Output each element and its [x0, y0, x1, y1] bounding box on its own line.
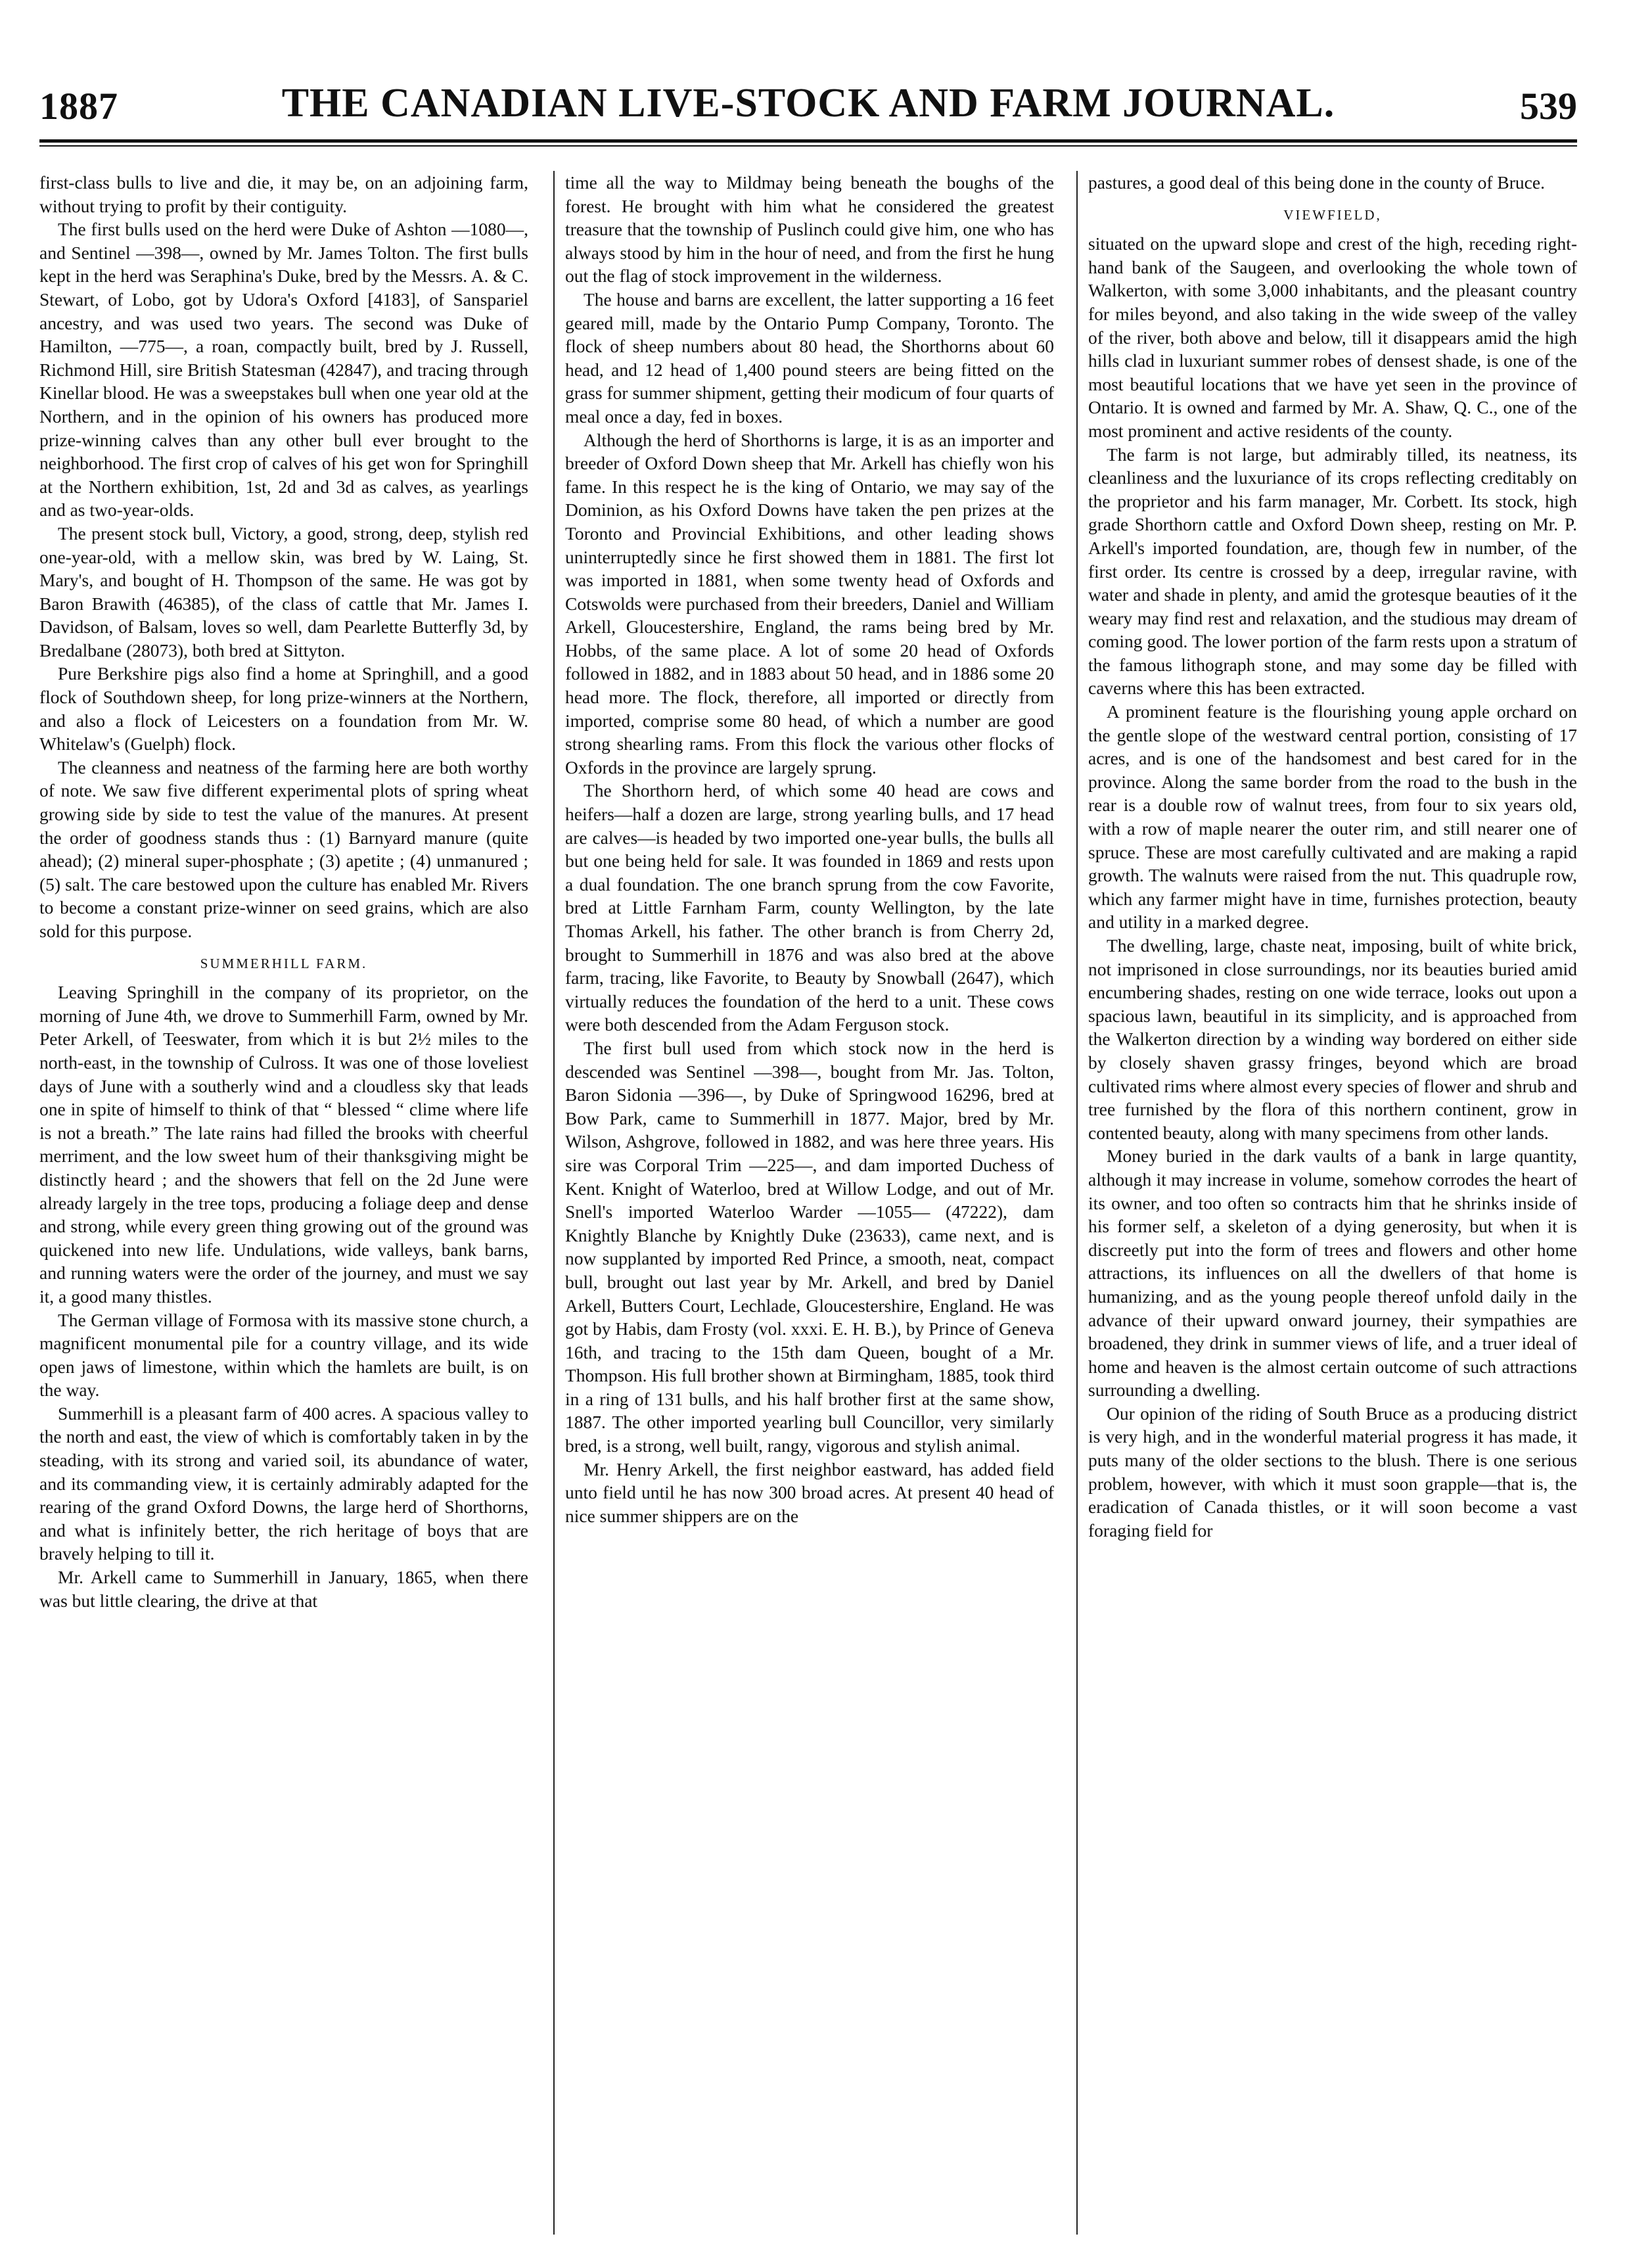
section-heading: SUMMERHILL FARM.: [200, 955, 368, 971]
paragraph: Our opinion of the riding of South Bruce as a producing district is very high, and in the wonderful material progress it has made, it puts many of the older sections to the blush. There is one serious problem, however, with which it must soon grapple—that is, the eradication of Canada thistles, or it will soon become a vast foraging field for: [1088, 1403, 1577, 1541]
paragraph: A prominent feature is the flourishing young apple orchard on the gentle slope of the westward central portion, consisting of 17 acres, and is one of the handsomest and best cared for in the province. Along the same border from the road to the bush in the rear is a double row of walnut trees, from four to six years old, with a row of maple nearer the outer rim, and still nearer one of spruce. These are most carefully cultivated and are making a rapid growth. The walnuts were raised from the nut. This quadruple row, which any farmer might have in time, furnishes protection, beauty and utility in a marked degree.: [1088, 701, 1577, 933]
section-heading: VIEWFIELD,: [1283, 206, 1382, 223]
journal-title: THE CANADIAN LIVE-STOCK AND FARM JOURNAL.: [281, 81, 1335, 126]
paragraph: Money buried in the dark vaults of a bank in large quantity, although it may increase in volume, somehow corrodes the heart of its owner, and too often so contracts him that he shrinks inside of his former self, a skeleton of a dying generosity, but when it is discreetly put into the form of trees and flowers and other home attractions, its influences on all the dwellers of that home is humanizing, and as the young people thereof unfold daily in the advance of their upward onward journey, their sympathies are broadened, they drink in summer views of life, and a truer ideal of home and heaven is the almost certain outcome of such attractions surrounding a dwelling.: [1088, 1146, 1577, 1401]
paragraph: The house and barns are excellent, the latter supporting a 16 feet geared mill, made by the Ontario Pump Company, Toronto. The flock of sheep numbers about 80 head, the Shorthorns about 60 head, and 12 head of 1,400 pound steers are being fitted on the grass for summer shipment, getting their modicum of four quarts of meal once a day, fed in boxes.: [565, 289, 1054, 427]
paragraph: The Shorthorn herd, of which some 40 head are cows and heifers—half a dozen are large, strong yearling bulls, and 17 head are calves—is headed by two imported one-year bulls, the bulls all but one being held for sale. It was founded in 1869 and rests upon a dual foundation. The one branch sprung from the cow Favorite, bred at Little Farnham Farm, county Wellington, by the late Thomas Arkell, his father. The other branch is from Cherry 2d, brought to Summerhill in 1876 and was also bred at the above farm, tracing, like Favorite, to Beauty by Snowball (2647), which virtually reduces the foundation of the herd to a unit. These cows were both descended from the Adam Ferguson stock.: [565, 780, 1054, 1035]
paragraph: The first bull used from which stock now in the herd is descended was Sentinel —398—, bought from Mr. Jas. Tolton, Baron Sidonia —396—, by Duke of Springwood 16296, bred at Bow Park, came to Summerhill in 1877. Major, bred by Mr. Wilson, Ashgrove, followed in 1882, and was here three years. His sire was Corporal Trim —225—, and dam imported Duchess of Kent. Knight of Waterloo, bred at Willow Lodge, and out of Mr. Snell's imported Waterloo Warder —1055— (47222), dam Knightly Blanche by Knightly Duke (23633), came next, and is now supplanted by imported Red Prince, a smooth, neat, compact bull, brought out last year by Mr. Arkell, and bred by Daniel Arkell, Butters Court, Lechlade, Gloucestershire, England. He was got by Habis, dam Frosty (vol. xxxi. E. H. B.), by Prince of Geneva 16th, and tracing to the 15th dam Queen, bought of a Mr. Thompson. His full brother shown at Birmingham, 1885, took third in a ring of 131 bulls, and his half brother first at the same show, 1887. The other imported yearling bull Councillor, very similarly bred, is a strong, well built, rangy, vigorous and stylish animal.: [565, 1037, 1054, 1456]
paragraph: Mr. Henry Arkell, the first neighbor eastward, has added field unto field until he has now 300 broad acres. At present 40 head of nice summer shippers are on the: [565, 1458, 1054, 1526]
paragraph: time all the way to Mildmay being beneath the boughs of the forest. He brought with him what he considered the greatest treasure that the township of Puslinch could give him, one who has always stood by him in the hour of need, and from the first he hung out the flag of stock improvement in the wilderness.: [565, 172, 1054, 287]
paragraph: Leaving Springhill in the company of its proprietor, on the morning of June 4th, we drove to Summerhill Farm, owned by Mr. Peter Arkell, of Teeswater, from which it is but 2½ miles to the north-east, in the township of Culross. It was one of those loveliest days of June with a southerly wind and a cloudless sky that leads one in spite of himself to think of that “ blessed “ clime where life is not a breath.” The late rains had filled the brooks with cheerful merriment, and the low sweet hum of their thanksgiving might be distinctly heard ; and the showers that fell on the 2d June were already largely in the tree tops, producing a foliage deep and dense and strong, while every green thing growing out of the ground was quickened into new life. Undulations, wide valleys, bank barns, and running waters were the order of the journey, and must we say it, a good many thistles.: [39, 982, 528, 1307]
paragraph: The dwelling, large, chaste neat, imposing, built of white brick, not imprisoned in close surroundings, nor its beauties buried amid encumbering shades, resting on one wide terrace, looks out upon a spacious lawn, beautiful in its simplicity, and is approached from the Walkerton direction by a winding way bordered on either side by closely shaven grassy fringes, beyond which are broad cultivated rims where almost every species of flower and shrub and tree furnished by the flora of this northern continent, grow in contented beauty, along with many specimens from other lands.: [1088, 935, 1577, 1143]
column-divider: [553, 171, 555, 2235]
paragraph: The first bulls used on the herd were Duke of Ashton —1080—, and Sentinel —398—, owned by Mr. James Tolton. The first bulls kept in the herd was Seraphina's Duke, bred by the Messrs. A. & C. Stewart, of Lobo, got by Udora's Oxford [4183], of Sanspariel ancestry, and was used two years. The second was Duke of Hamilton, —775—, a roan, compactly built, bred by J. Russell, Richmond Hill, sire British Statesman (42847), and tracing through Kinellar blood. He was a sweepstakes bull when one year old at the Northern, and in the opinion of his owners has produced more prize-winning calves than any other bull ever brought to the neighborhood. The first crop of calves of his get won for Springhill at the Northern exhibition, 1st, 2d and 3d as calves, as yearlings and as two-year-olds.: [39, 219, 528, 521]
header-year: 1887: [39, 85, 118, 128]
paragraph: The present stock bull, Victory, a good, strong, deep, stylish red one-year-old, with a mellow skin, was bred by W. Laing, St. Mary's, and bought of H. Thompson of the same. He was got by Baron Brawith (46385), of the class of cattle that Mr. James I. Davidson, of Balsam, loves so well, dam Pearlette Butterfly 3d, by Bredalbane (28073), both bred at Sittyton.: [39, 522, 528, 661]
article-column-1: [39, 171, 528, 2228]
paragraph: Pure Berkshire pigs also find a home at Springhill, and a good flock of Southdown sheep, for long prize-winners at the Northern, and also a flock of Leicesters on a foundation from Mr. W. Whitelaw's (Guelph) flock.: [39, 663, 528, 754]
paragraph: Summerhill is a pleasant farm of 400 acres. A spacious valley to the north and east, the view of which is comfortably taken in by the steading, with its strong and varied soil, its abundance of water, and its commanding view, it is certainly admirably adapted for the rearing of the grand Oxford Downs, the large herd of Shorthorns, and what is infinitely better, the rich heritage of boys that are bravely helping to till it.: [39, 1403, 528, 1564]
paragraph: Mr. Arkell came to Summerhill in January, 1865, when there was but little clearing, the drive at that: [39, 1567, 528, 1611]
paragraph: The farm is not large, but admirably tilled, its neatness, its cleanliness and the luxuriance of its crops reflecting creditably on the proprietor and his farm manager, Mr. Corbett. Its stock, high grade Shorthorn cattle and Oxford Down sheep, resting on Mr. P. Arkell's imported foundation, are, though few in number, of the first order. Its centre is crossed by a deep, irregular ravine, with water and shade in plenty, and amid the grotesque beauties of it the weary may find rest and relaxation, and the studious may dream of coming good. The lower portion of the farm rests upon a stratum of the famous lithograph stone, and may some day be filled with caverns where this has been extracted.: [1088, 444, 1577, 699]
article-column-3: [1088, 171, 1577, 2228]
header-rule: [39, 139, 1577, 147]
column-divider: [1076, 171, 1078, 2235]
paragraph: situated on the upward slope and crest of the high, receding right-hand bank of the Saugeen, and overlooking the whole town of Walkerton, with some 3,000 inhabitants, and the pleasant country for miles beyond, and also taking in the wide sweep of the valley of the river, both above and below, till it disappears amid the high hills clad in luxuriant summer robes of densest shade, is one of the most beautiful locations that we have yet seen in the province of Ontario. It is owned and farmed by Mr. A. Shaw, Q. C., one of the most prominent and active residents of the county.: [1088, 233, 1577, 441]
paragraph: pastures, a good deal of this being done in the county of Bruce.: [1088, 172, 1545, 193]
paragraph: Although the herd of Shorthorns is large, it is as an importer and breeder of Oxford Down sheep that Mr. Arkell has chiefly won his fame. In this respect he is the king of Ontario, we may say of the Dominion, as his Oxford Downs have taken the pen prizes at the Toronto and Provincial Exhibitions, and other leading shows uninterruptedly since he first showed them in 1881. The first lot was imported in 1881, when some twenty head of Oxfords and Cotswolds were purchased from their breeders, Daniel and William Arkell, Gloucestershire, England, the rams being bred by Mr. Hobbs, of the same place. A lot of some 20 head of Oxfords followed in 1882, and in 1883 about 50 head, and in 1886 some 20 head more. The flock, therefore, all imported or directly from imported, comprise some 80 head, of which a number are good strong shearling rams. From this flock the various other flocks of Oxfords in the province are largely sprung.: [565, 429, 1054, 777]
page-header: [39, 78, 1577, 137]
article-column-2: [565, 171, 1054, 2228]
paragraph: The German village of Formosa with its massive stone church, a magnificent monumental pile for a country village, and its wide open jaws of limestone, within which the hamlets are built, is on the way.: [39, 1309, 528, 1401]
paragraph: first-class bulls to live and die, it may be, on an adjoining farm, without trying to profit by their contiguity.: [39, 172, 528, 216]
page-number: 539: [1520, 85, 1577, 128]
paragraph: The cleanness and neatness of the farming here are both worthy of note. We saw five different experimental plots of spring wheat growing side by side to test the value of the manures. At present the order of goodness stands thus : (1) Barnyard manure (quite ahead); (2) mineral super-phosphate ; (3) apetite ; (4) unmanured ; (5) salt. The care bestowed upon the culture has enabled Mr. Rivers to become a constant prize-winner on seed grains, which are also sold for this purpose.: [39, 756, 528, 941]
